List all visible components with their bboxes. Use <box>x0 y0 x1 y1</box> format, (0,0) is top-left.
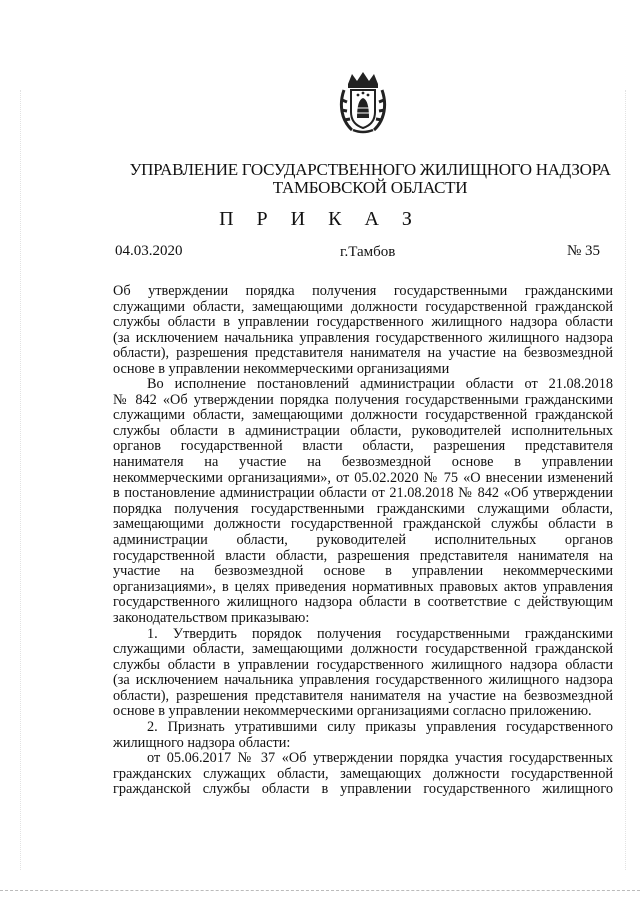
order-body <box>113 377 613 798</box>
document-date: 04.03.2020 <box>115 243 183 259</box>
body-line: нанимателя на участие на безвозмездной основе в управлении <box>113 454 613 470</box>
subject-line: Об утверждении порядка получения государственными гражданскими <box>113 284 613 299</box>
body-line: органов государственной власти области, разрешения представителя <box>113 439 613 455</box>
document-number: № 35 <box>567 243 601 259</box>
subject-line: основе в управлении некоммерческими организациями <box>113 361 450 377</box>
body-line: администрации области, руководителей исполнительных органов <box>113 532 613 548</box>
order-subject <box>113 284 613 378</box>
body-line: государственной власти области, разрешения представителя нанимателя на <box>113 548 613 564</box>
body-line: участие на безвозмездной основе в управлении некоммерческими <box>113 564 613 580</box>
repealed-order-line: от 05.06.2017 № 37 «Об утверждении порядка участия государственных <box>147 751 613 767</box>
body-line: Во исполнение постановлений администрации области от 21.08.2018 <box>147 377 613 392</box>
scan-margin-right <box>625 90 630 870</box>
org-name-line1: УПРАВЛЕНИЕ ГОСУДАРСТВЕННОГО ЖИЛИЩНОГО НАДЗОРА <box>129 160 611 179</box>
document-type-title: П Р И К А З <box>219 208 421 230</box>
body-line: порядка получения государственными гражданскими служащими области, <box>113 501 613 517</box>
repealed-order-line: гражданской службы области в управлении государственного жилищного <box>113 782 613 798</box>
clause-2-line: 2. Признать утратившими силу приказы управления государственного <box>147 720 613 736</box>
subject-line: (за исключением начальника управления государственного жилищного надзора <box>113 330 613 346</box>
clause-1-line: служащими области, замещающими должности государственной гражданской <box>113 642 613 658</box>
body-line: некоммерческими организациями», от 05.02.2020 № 75 «О внесении изменений <box>113 470 613 486</box>
scan-bottom-edge <box>0 890 640 891</box>
clause-1-line: службы области в управлении государственного жилищного надзора области <box>113 657 613 673</box>
body-line: № 842 «Об утверждении порядка получения государственными гражданскими <box>113 392 613 408</box>
body-line: организациями», в целях приведения нормативных правовых актов управления <box>113 579 613 595</box>
body-line: законодательством приказываю: <box>113 610 310 626</box>
org-name-line2: ТАМБОВСКОЙ ОБЛАСТИ <box>272 178 468 197</box>
body-line: службы области в администрации области, руководителей исполнительных <box>113 423 613 439</box>
scan-margin-left <box>20 90 25 870</box>
subject-line: области), разрешения представителя нанимателя на участие на безвозмездной <box>113 346 613 362</box>
body-line: в постановление администрации области от 21.08.2018 № 842 «Об утверждении <box>113 486 613 502</box>
clause-1-line: 1. Утвердить порядок получения государственными гражданскими <box>147 626 613 642</box>
clause-1-line: (за исключением начальника управления государственного жилищного надзора <box>113 673 613 689</box>
coat-of-arms-icon <box>338 70 388 136</box>
body-line: государственного жилищного надзора области в соответствие с действующим <box>113 595 613 611</box>
clause-2-line: жилищного надзора области: <box>113 735 291 751</box>
document-city: г.Тамбов <box>340 244 396 260</box>
clause-1-line: основе в управлении некоммерческими организациями согласно приложению. <box>113 704 592 720</box>
repealed-order-line: гражданских служащих области, замещающих должности государственной <box>113 766 613 782</box>
body-line: замещающими должности государственной гражданской службы области в <box>113 517 613 533</box>
clause-1-line: области), разрешения представителя нанимателя на участие на безвозмездной <box>113 688 613 704</box>
subject-line: службы области в управлении государственного жилищного надзора области <box>113 315 613 331</box>
subject-line: служащими области, замещающими должности государственной гражданской <box>113 299 613 315</box>
body-line: служащими области, замещающими должности государственной гражданской <box>113 408 613 424</box>
